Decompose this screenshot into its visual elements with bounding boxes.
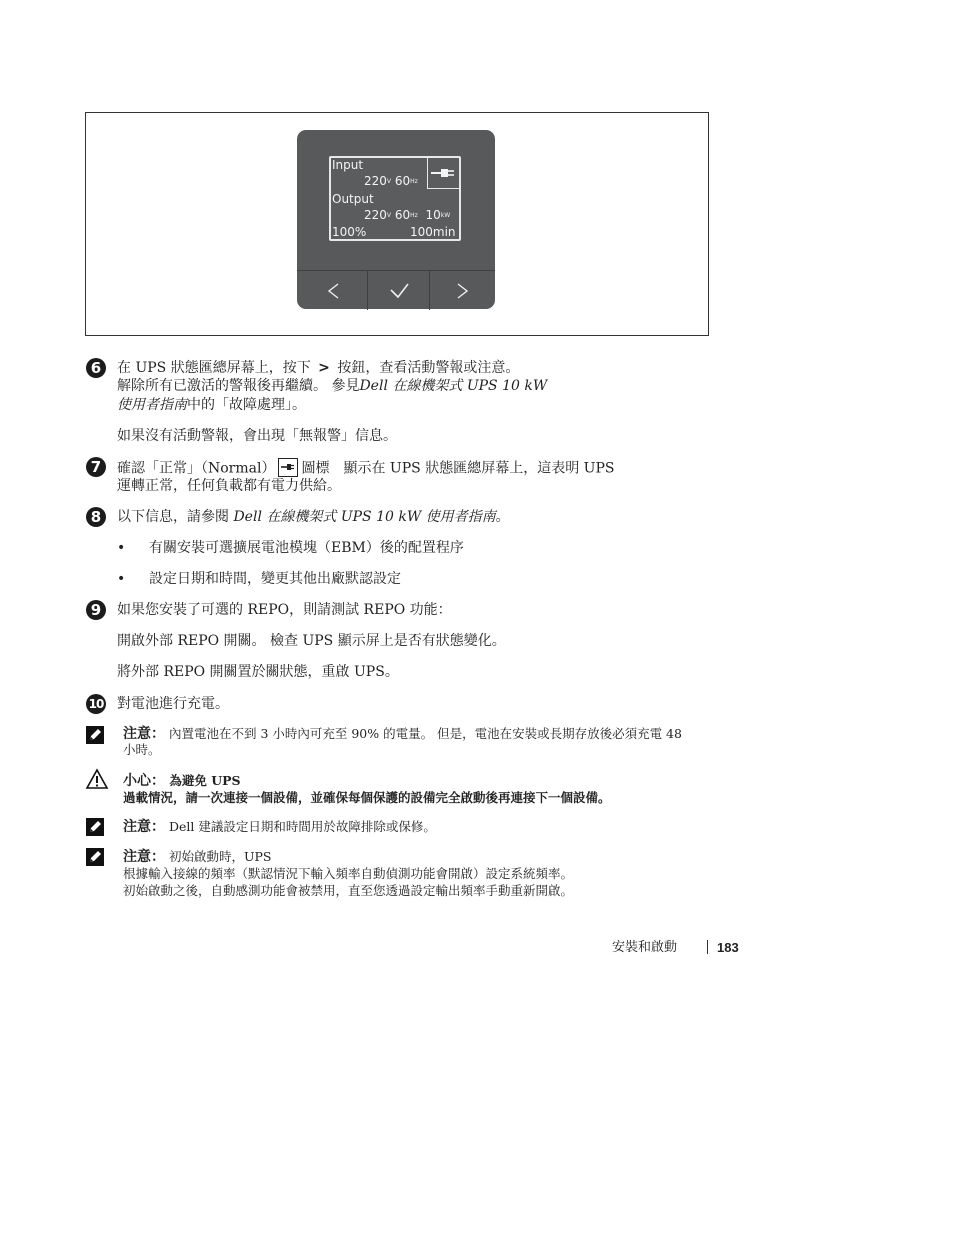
caution-triangle-icon [85,768,109,790]
note-3-line-1: 注意： 初始啟動時，UPS [123,849,272,865]
note-1-line-1: 注意： 內置電池在不到 3 小時內可充至 90% 的電量。 但是，電池在安裝或長期存放後必須充電 48 [123,726,682,742]
caution-line-1: 小心： 為避免 UPS [123,773,241,789]
lcd-output-reading: $220^V$ $60^{Hz}$ $10^{kW}$ [364,208,451,222]
scroll-left-button[interactable] [297,271,368,310]
note-2-line-1: 注意： Dell 建議設定日期和時間用於故障排除或保修。 [123,819,436,835]
step-8-bullet-2: 設定日期和時間，變更其他出廠默認設定 [149,571,401,587]
step-9-paragraph-1: 開啟外部 REPO 開關。 檢查 UPS 顯示屏上是否有狀態變化。 [117,633,506,649]
lcd-runtime: 100min [410,225,456,239]
lcd-input-label: Input [332,158,364,172]
normal-mode-icon [278,458,298,477]
page-number: 183 [717,940,739,955]
chevron-left-icon [297,271,367,310]
step-7-line-1: 確認「正常」（Normal） 圖標 顯示在 UPS 狀態匯總屏幕上，這表明 UPS [117,459,614,478]
checkmark-icon [367,271,429,310]
lcd-icon-box [427,158,460,189]
footer-separator [707,940,708,954]
step-6-paragraph: 如果沒有活動警報，會出現「無報警」信息。 [117,428,397,444]
caution-label: 小心： [123,773,165,789]
step-10-number: 10 [86,694,106,714]
step-8-number: 8 [86,507,106,527]
note-label: 注意： [123,726,165,742]
step-10-line-1: 對電池進行充電。 [117,696,229,712]
step-8-line-1: 以下信息，請參閱 Dell 在線機架式 UPS 10 kW 使用者指南。 [117,509,510,525]
note-label: 注意： [123,849,165,865]
step-6-line-2: 解除所有已激活的警報後再繼續。 參見Dell 在線機架式 UPS 10 kW [117,378,548,394]
lcd-battery-percent: 100% [332,225,367,239]
panel-button-row [297,270,495,310]
step-9-line-1: 如果您安裝了可選的 REPO，則請測試 REPO 功能： [117,602,452,618]
note-pencil-icon [85,847,105,867]
note-3-line-3: 初始啟動之後，自動感測功能會被禁用，直至您透過設定輸出頻率手動重新開啟。 [123,883,574,898]
scroll-right-button[interactable] [430,271,495,310]
step-7-line-2: 運轉正常，任何負載都有電力供給。 [117,478,341,494]
step-6-line-3: 使用者指南中的「故障處理」。 [117,397,306,413]
step-8-bullet-1: 有關安裝可選擴展電池模塊（EBM）後的配置程序 [149,540,464,556]
note-1-line-2: 小時。 [123,742,161,757]
footer-section-title: 安裝和啟動 [612,940,678,955]
step-9-number: 9 [86,600,106,620]
note-pencil-icon [85,725,105,745]
lcd-output-label: Output [332,192,374,206]
lcd-display [329,156,461,241]
lcd-input-reading: $220^V$ $60^{Hz}$ [364,174,418,188]
select-button[interactable] [367,271,430,310]
chevron-right-icon [430,271,495,310]
bullet-icon: • [117,571,126,587]
note-pencil-icon [85,817,105,837]
right-arrow-glyph: > [318,360,330,376]
step-6-number: 6 [86,358,106,378]
caution-line-2: 過載情況，請一次連接一個設備，並確保每個保護的設備完全啟動後再連接下一個設備。 [123,790,611,805]
step-9-paragraph-2: 將外部 REPO 開關置於關狀態，重啟 UPS。 [117,664,399,680]
note-label: 注意： [123,819,165,835]
step-6-line-1: 在 UPS 狀態匯總屏幕上，按下 > 按鈕，查看活動警報或注意。 [117,360,520,376]
note-3-line-2: 根據輸入接線的頻率（默認情況下輸入頻率自動偵測功能會開啟）設定系統頻率。 [123,866,574,881]
bullet-icon: • [117,540,126,556]
plug-icon [428,158,458,186]
step-7-number: 7 [86,457,106,477]
